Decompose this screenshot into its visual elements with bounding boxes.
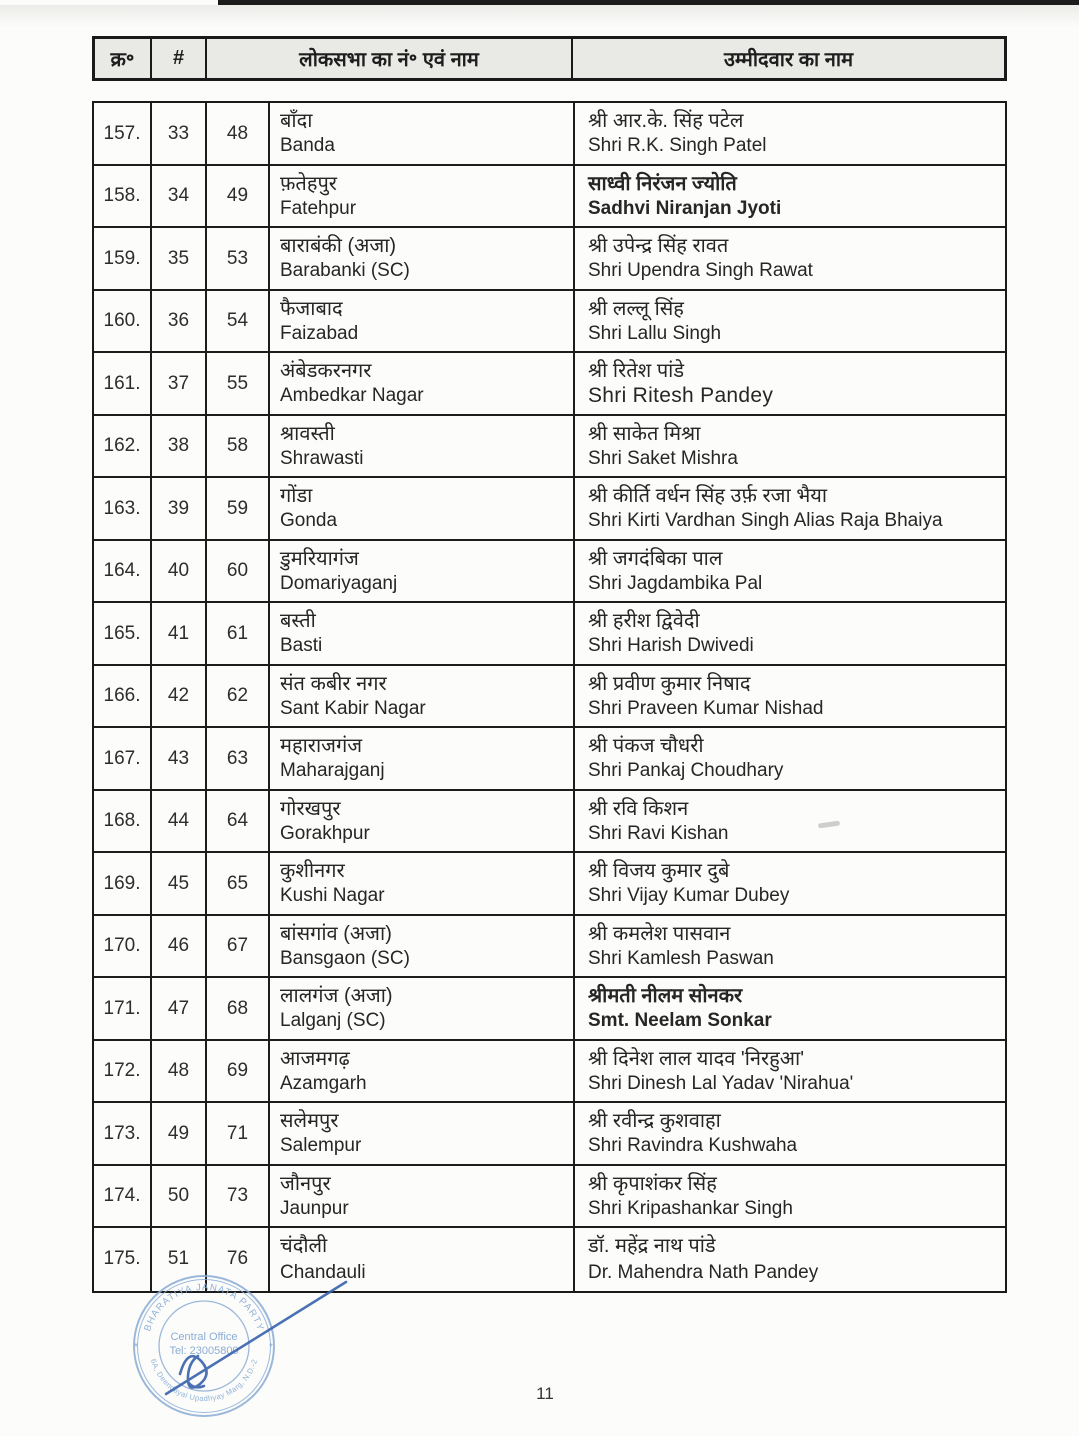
- constituency-name-en: Ambedkar Nagar: [280, 385, 424, 406]
- serial-cell: 159.: [94, 228, 152, 289]
- candidate-cell: [575, 853, 1005, 914]
- candidate-cell: [575, 228, 1005, 289]
- candidate-cell: [575, 353, 1005, 414]
- constituency-number-cell: 54: [207, 291, 270, 352]
- constituency-cell: [270, 1041, 575, 1102]
- candidate-name-en: Shri Praveen Kumar Nishad: [588, 697, 824, 719]
- constituency-name-hi: कुशीनगर: [280, 860, 345, 882]
- constituency-cell: [270, 728, 575, 789]
- constituency-number-cell: 64: [207, 791, 270, 852]
- candidate-name-hi: श्री रितेश पांडे: [588, 360, 685, 382]
- table-row: [94, 791, 1005, 854]
- candidate-name-en: Shri Dinesh Lal Yadav 'Nirahua': [588, 1072, 854, 1094]
- header-candidate: उम्मीदवार का नाम: [723, 49, 854, 71]
- candidate-name-hi: श्री लल्लू सिंह: [588, 297, 684, 320]
- state-number-cell: 34: [152, 166, 207, 227]
- constituency-name-en: Barabanki (SC): [280, 260, 410, 281]
- constituency-name-en: Chandauli: [280, 1261, 366, 1283]
- table-row: [94, 291, 1005, 354]
- candidate-cell: [575, 666, 1005, 727]
- serial-cell: 164.: [94, 541, 152, 602]
- table-row: [94, 1166, 1005, 1229]
- table-row: [94, 166, 1005, 229]
- constituency-number-cell: 48: [207, 103, 270, 164]
- candidate-cell: [575, 291, 1005, 352]
- constituency-name-en: Shrawasti: [280, 447, 364, 469]
- state-number-cell: 50: [152, 1166, 207, 1227]
- candidate-cell: [575, 791, 1005, 852]
- candidate-name-en: Sadhvi Niranjan Jyoti: [588, 197, 782, 219]
- table-row: [94, 228, 1005, 291]
- constituency-name-en: Lalganj (SC): [280, 1010, 386, 1031]
- constituency-number-cell: 58: [207, 416, 270, 477]
- constituency-cell: [270, 228, 575, 289]
- party-stamp: [118, 1262, 368, 1436]
- state-number-cell: 51: [152, 1228, 207, 1291]
- serial-cell: 162.: [94, 416, 152, 477]
- serial-cell: 161.: [94, 353, 152, 414]
- constituency-name-en: Bansgaon (SC): [280, 947, 410, 969]
- candidate-name-en: Shri Lallu Singh: [588, 322, 722, 344]
- candidate-name-hi: श्री विजय कुमार दुबे: [588, 860, 730, 882]
- serial-cell: 158.: [94, 166, 152, 227]
- serial-cell: 169.: [94, 853, 152, 914]
- constituency-name-en: Fatehpur: [280, 197, 357, 219]
- serial-cell: 157.: [94, 103, 152, 164]
- table-row: [94, 1041, 1005, 1104]
- table-row: [94, 666, 1005, 729]
- constituency-name-hi: डुमरियागंज: [280, 547, 359, 570]
- constituency-name-hi: फैजाबाद: [280, 297, 343, 320]
- candidate-name-hi: श्रीमती नीलम सोनकर: [588, 985, 743, 1007]
- serial-cell: 160.: [94, 291, 152, 352]
- candidate-cell: [575, 1103, 1005, 1164]
- candidate-name-hi: साध्वी निरंजन ज्योति: [588, 172, 737, 195]
- table-row: [94, 853, 1005, 916]
- serial-cell: 171.: [94, 978, 152, 1039]
- candidate-name-hi: श्री रवि किशन: [588, 797, 689, 820]
- candidate-cell: [575, 603, 1005, 664]
- state-number-cell: 46: [152, 916, 207, 977]
- constituency-name-en: Kushi Nagar: [280, 885, 385, 906]
- candidate-name-en: Shri Ravindra Kushwaha: [588, 1135, 798, 1156]
- state-number-cell: 43: [152, 728, 207, 789]
- constituency-number-cell: 49: [207, 166, 270, 227]
- constituency-number-cell: 60: [207, 541, 270, 602]
- candidate-name-hi: श्री आर.के. सिंह पटेल: [588, 110, 744, 132]
- constituency-name-en: Azamgarh: [280, 1072, 367, 1094]
- candidate-name-hi: श्री कृपाशंकर सिंह: [588, 1172, 717, 1195]
- svg-text:BHARATIYA JANATA PARTY: [142, 1282, 266, 1333]
- candidate-name-en: Shri R.K. Singh Patel: [588, 135, 767, 156]
- header-hash: #: [152, 39, 207, 78]
- table-row: [94, 916, 1005, 979]
- table-row: [94, 728, 1005, 791]
- constituency-name-hi: बाराबंकी (अजा): [280, 235, 397, 257]
- constituency-name-hi: बांसगांव (अजा): [280, 922, 392, 945]
- constituency-name-hi: फ़तेहपुर: [280, 172, 337, 195]
- constituency-name-hi: बाँदा: [280, 110, 313, 132]
- candidate-cell: [575, 166, 1005, 227]
- constituency-number-cell: 76: [207, 1228, 270, 1291]
- constituency-name-en: Maharajganj: [280, 760, 385, 781]
- constituency-number-cell: 65: [207, 853, 270, 914]
- constituency-cell: [270, 541, 575, 602]
- candidate-name-en: Shri Upendra Singh Rawat: [588, 260, 813, 281]
- constituency-name-hi: संत कबीर नगर: [280, 672, 387, 695]
- constituency-number-cell: 55: [207, 353, 270, 414]
- table-row: [94, 978, 1005, 1041]
- constituency-name-en: Gorakhpur: [280, 822, 370, 844]
- constituency-number-cell: 62: [207, 666, 270, 727]
- constituency-number-cell: 71: [207, 1103, 270, 1164]
- constituency-cell: [270, 1103, 575, 1164]
- candidate-name-hi: श्री कीर्ति वर्धन सिंह उर्फ़ रजा भैया: [588, 485, 828, 507]
- candidate-cell: [575, 1041, 1005, 1102]
- stamp-ring-bottom-text: 6A, Deendayal Upadhyay Marg, N.D.-2: [148, 1357, 260, 1404]
- candidate-name-en: Shri Saket Mishra: [588, 447, 738, 469]
- constituency-number-cell: 61: [207, 603, 270, 664]
- constituency-number-cell: 69: [207, 1041, 270, 1102]
- header-constituency: लोकसभा का नं॰ एवं नाम: [207, 39, 573, 78]
- candidate-name-en: Shri Kripashankar Singh: [588, 1197, 793, 1219]
- candidate-cell: [575, 103, 1005, 164]
- table-row: [94, 353, 1005, 416]
- table-header: [92, 36, 1007, 81]
- candidate-name-en: Shri Jagdambika Pal: [588, 572, 763, 594]
- constituency-cell: [270, 916, 575, 977]
- candidate-name-hi: श्री साकेत मिश्रा: [588, 422, 701, 445]
- constituency-cell: [270, 416, 575, 477]
- constituency-cell: [270, 853, 575, 914]
- stamp-star-left: *: [134, 1342, 138, 1353]
- serial-cell: 168.: [94, 791, 152, 852]
- state-number-cell: 48: [152, 1041, 207, 1102]
- constituency-name-hi: गोरखपुर: [280, 797, 341, 820]
- candidate-cell: [575, 728, 1005, 789]
- table-row: [94, 478, 1005, 541]
- constituency-cell: [270, 103, 575, 164]
- state-number-cell: 42: [152, 666, 207, 727]
- candidate-name-hi: श्री रवीन्द्र कुशवाहा: [588, 1110, 721, 1132]
- constituency-cell: [270, 1166, 575, 1227]
- candidate-cell: [575, 916, 1005, 977]
- state-number-cell: 45: [152, 853, 207, 914]
- candidate-name-hi: श्री पंकज चौधरी: [588, 735, 704, 757]
- state-number-cell: 40: [152, 541, 207, 602]
- stamp-star-right: *: [269, 1342, 273, 1353]
- constituency-name-hi: गोंडा: [280, 485, 313, 507]
- constituency-cell: [270, 353, 575, 414]
- constituency-name-hi: श्रावस्ती: [280, 422, 335, 445]
- serial-cell: 167.: [94, 728, 152, 789]
- scan-noise-band: [0, 5, 1079, 27]
- state-number-cell: 44: [152, 791, 207, 852]
- constituency-cell: [270, 166, 575, 227]
- state-number-cell: 36: [152, 291, 207, 352]
- constituency-name-en: Banda: [280, 135, 335, 156]
- constituency-cell: [270, 603, 575, 664]
- candidate-cell: [575, 1228, 1005, 1291]
- constituency-cell: [270, 666, 575, 727]
- constituency-name-en: Gonda: [280, 510, 338, 531]
- candidate-name-hi: श्री उपेन्द्र सिंह रावत: [588, 235, 729, 257]
- constituency-name-hi: लालगंज (अजा): [280, 985, 393, 1007]
- constituency-cell: [270, 291, 575, 352]
- constituency-name-hi: आजमगढ़: [280, 1047, 350, 1070]
- constituency-name-hi: बस्ती: [280, 610, 316, 632]
- constituency-name-hi: अंबेडकरनगर: [280, 360, 372, 382]
- state-number-cell: 35: [152, 228, 207, 289]
- state-number-cell: 38: [152, 416, 207, 477]
- serial-cell: 172.: [94, 1041, 152, 1102]
- stamp-ring-top-text: BHARATIYA JANATA PARTY: [142, 1281, 266, 1333]
- constituency-cell: [270, 478, 575, 539]
- candidate-name-en: Dr. Mahendra Nath Pandey: [588, 1261, 819, 1283]
- candidate-name-hi: डॉ. महेंद्र नाथ पांडे: [588, 1235, 716, 1257]
- serial-cell: 166.: [94, 666, 152, 727]
- constituency-cell: [270, 791, 575, 852]
- serial-cell: 174.: [94, 1166, 152, 1227]
- serial-cell: 173.: [94, 1103, 152, 1164]
- state-number-cell: 37: [152, 353, 207, 414]
- candidate-name-hi: श्री कमलेश पासवान: [588, 922, 731, 945]
- table-body: [92, 101, 1007, 1293]
- table-row: [94, 603, 1005, 666]
- candidate-name-hi: श्री दिनेश लाल यादव 'निरहुआ': [588, 1047, 805, 1070]
- constituency-name-hi: महाराजगंज: [280, 735, 363, 757]
- state-number-cell: 41: [152, 603, 207, 664]
- stamp-center-line2: Tel: 23005800: [169, 1345, 239, 1357]
- candidate-name-en: Smt. Neelam Sonkar: [588, 1010, 772, 1031]
- candidate-name-en: Shri Harish Dwivedi: [588, 635, 754, 656]
- candidate-cell: [575, 478, 1005, 539]
- table-row: [94, 103, 1005, 166]
- candidate-name-en: Shri Kamlesh Paswan: [588, 947, 774, 969]
- candidate-cell: [575, 541, 1005, 602]
- candidate-name-en: Shri Ritesh Pandey: [588, 384, 774, 407]
- constituency-number-cell: 59: [207, 478, 270, 539]
- state-number-cell: 49: [152, 1103, 207, 1164]
- candidate-name-en: Shri Ravi Kishan: [588, 822, 729, 844]
- constituency-number-cell: 63: [207, 728, 270, 789]
- constituency-name-hi: सलेमपुर: [280, 1110, 339, 1132]
- table-row: [94, 1103, 1005, 1166]
- constituency-cell: [270, 978, 575, 1039]
- serial-cell: 170.: [94, 916, 152, 977]
- constituency-name-en: Sant Kabir Nagar: [280, 697, 426, 719]
- candidate-name-en: Shri Pankaj Choudhary: [588, 760, 784, 781]
- constituency-number-cell: 53: [207, 228, 270, 289]
- state-number-cell: 33: [152, 103, 207, 164]
- candidate-cell: [575, 978, 1005, 1039]
- candidate-name-en: Shri Vijay Kumar Dubey: [588, 885, 790, 906]
- serial-cell: 175.: [94, 1228, 152, 1291]
- stamp-center-line1: Central Office: [170, 1331, 238, 1343]
- constituency-name-hi: जौनपुर: [280, 1172, 331, 1195]
- constituency-name-hi: चंदौली: [280, 1235, 328, 1257]
- candidate-name-hi: श्री जगदंबिका पाल: [588, 547, 723, 570]
- table-row: [94, 416, 1005, 479]
- serial-cell: 163.: [94, 478, 152, 539]
- constituency-number-cell: 68: [207, 978, 270, 1039]
- state-number-cell: 47: [152, 978, 207, 1039]
- candidate-name-hi: श्री प्रवीण कुमार निषाद: [588, 672, 751, 695]
- constituency-number-cell: 67: [207, 916, 270, 977]
- header-serial: क्र॰: [95, 39, 152, 78]
- serial-cell: 165.: [94, 603, 152, 664]
- page-number: 11: [536, 1384, 554, 1403]
- candidate-name-en: Shri Kirti Vardhan Singh Alias Raja Bhaiya: [588, 510, 943, 531]
- constituency-name-en: Basti: [280, 635, 323, 656]
- candidate-cell: [575, 1166, 1005, 1227]
- candidate-cell: [575, 416, 1005, 477]
- candidate-name-hi: श्री हरीश द्विवेदी: [588, 610, 700, 632]
- table-row: [94, 541, 1005, 604]
- state-number-cell: 39: [152, 478, 207, 539]
- constituency-number-cell: 73: [207, 1166, 270, 1227]
- constituency-name-en: Salempur: [280, 1135, 362, 1156]
- constituency-name-en: Jaunpur: [280, 1197, 349, 1219]
- constituency-name-en: Domariyaganj: [280, 572, 398, 594]
- constituency-name-en: Faizabad: [280, 322, 359, 344]
